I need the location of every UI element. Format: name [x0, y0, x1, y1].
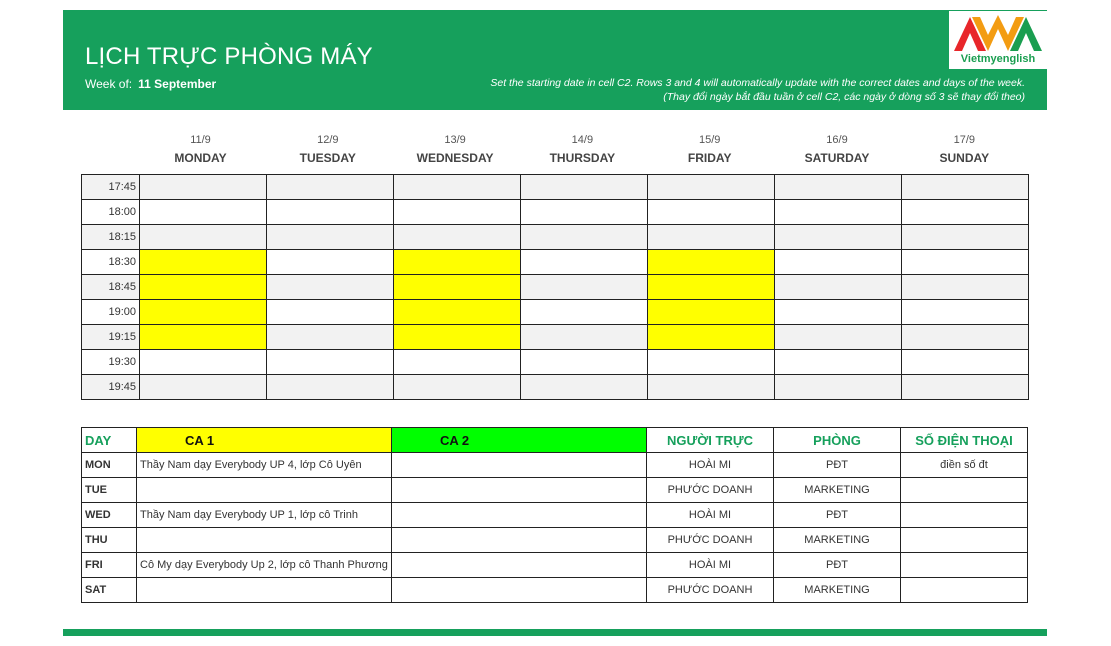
logo-text: Vietmyenglish — [960, 53, 1036, 65]
schedule-cell[interactable] — [267, 325, 394, 350]
schedule-cell[interactable] — [902, 350, 1029, 375]
day-name: MONDAY — [174, 151, 227, 165]
time-slot-label: 19:45 — [82, 375, 140, 400]
duty-day[interactable]: TUE — [82, 478, 137, 503]
schedule-cell[interactable] — [902, 325, 1029, 350]
schedule-cell[interactable] — [775, 200, 902, 225]
schedule-cell[interactable] — [267, 300, 394, 325]
duty-person-cell[interactable]: HOÀI MI — [647, 453, 774, 478]
duty-ca2-cell[interactable] — [392, 553, 647, 578]
duty-table — [81, 427, 1028, 603]
duty-room-cell[interactable]: MARKETING — [774, 528, 901, 553]
duty-phone-cell[interactable] — [901, 503, 1028, 528]
duty-phone-cell[interactable] — [901, 528, 1028, 553]
note-english: Set the starting date in cell C2. Rows 3 and 4 will automatically update with the correct dates and days of the week. — [490, 77, 1025, 89]
schedule-cell[interactable] — [902, 275, 1029, 300]
duty-row — [82, 478, 1028, 503]
schedule-cell[interactable] — [902, 300, 1029, 325]
schedule-cell[interactable] — [267, 225, 394, 250]
duty-header-ca1: CA 1 — [137, 428, 392, 453]
day-name: FRIDAY — [687, 151, 732, 165]
schedule-cell[interactable] — [140, 175, 267, 200]
schedule-cell[interactable] — [140, 300, 267, 325]
day-date: 12/9 — [317, 134, 339, 146]
day-date: 13/9 — [444, 134, 466, 146]
schedule-cell[interactable] — [521, 250, 648, 275]
footer-bar — [63, 629, 1047, 636]
schedule-row — [82, 250, 1029, 275]
schedule-cell[interactable] — [521, 275, 648, 300]
time-slot-label: 19:00 — [82, 300, 140, 325]
schedule-cell[interactable] — [267, 250, 394, 275]
schedule-row — [82, 200, 1029, 225]
schedule-cell[interactable] — [775, 175, 902, 200]
day-name: THURSDAY — [549, 151, 616, 165]
duty-ca1-cell[interactable]: Thầy Nam dạy Everybody UP 1, lớp cô Trinh — [137, 503, 392, 528]
duty-day[interactable]: FRI — [82, 553, 137, 578]
time-slot-label: 19:15 — [82, 325, 140, 350]
time-slot-label: 18:00 — [82, 200, 140, 225]
duty-day[interactable]: WED — [82, 503, 137, 528]
schedule-cell[interactable] — [140, 325, 267, 350]
duty-ca2-cell[interactable] — [392, 528, 647, 553]
schedule-cell[interactable] — [648, 250, 775, 275]
duty-room-cell[interactable]: PĐT — [774, 553, 901, 578]
page-title: LỊCH TRỰC PHÒNG MÁY — [85, 43, 373, 70]
header-banner — [63, 10, 1047, 110]
day-header — [392, 134, 519, 165]
duty-day[interactable]: MON — [82, 453, 137, 478]
time-slot-label: 19:30 — [82, 350, 140, 375]
duty-row — [82, 553, 1028, 578]
schedule-cell[interactable] — [140, 225, 267, 250]
day-name: WEDNESDAY — [416, 151, 494, 165]
schedule-cell[interactable] — [521, 225, 648, 250]
schedule-cell[interactable] — [775, 375, 902, 400]
schedule-cell[interactable] — [648, 350, 775, 375]
schedule-cell[interactable] — [394, 275, 521, 300]
schedule-row — [82, 300, 1029, 325]
duty-row — [82, 578, 1028, 603]
duty-person-cell[interactable]: HOÀI MI — [647, 553, 774, 578]
schedule-cell[interactable] — [267, 175, 394, 200]
duty-ca2-cell[interactable] — [392, 503, 647, 528]
schedule-cell[interactable] — [648, 225, 775, 250]
day-header — [646, 134, 773, 165]
day-header — [901, 134, 1028, 165]
day-header — [519, 134, 646, 165]
day-name: TUESDAY — [299, 151, 356, 165]
schedule-cell[interactable] — [394, 300, 521, 325]
schedule-cell[interactable] — [394, 225, 521, 250]
schedule-cell[interactable] — [394, 200, 521, 225]
duty-day[interactable]: SAT — [82, 578, 137, 603]
duty-ca1-cell[interactable] — [137, 578, 392, 603]
duty-room-cell[interactable]: MARKETING — [774, 578, 901, 603]
day-name: SUNDAY — [939, 151, 990, 165]
duty-phone-cell[interactable] — [901, 553, 1028, 578]
schedule-cell[interactable] — [140, 200, 267, 225]
day-date: 11/9 — [190, 134, 211, 146]
note-vietnamese: (Thay đổi ngày bắt đầu tuần ở cell C2, các ngày ở dòng số 3 sẽ thay đổi theo) — [663, 91, 1025, 103]
duty-room-cell[interactable]: PĐT — [774, 503, 901, 528]
duty-person-cell[interactable]: PHƯỚC DOANH — [647, 528, 774, 553]
schedule-cell[interactable] — [267, 275, 394, 300]
schedule-cell[interactable] — [521, 325, 648, 350]
schedule-cell[interactable] — [267, 350, 394, 375]
day-date: 17/9 — [953, 134, 975, 146]
week-label: Week of: — [85, 77, 133, 91]
duty-ca1-cell[interactable] — [137, 528, 392, 553]
duty-header-phone: SỐ ĐIỆN THOẠI — [901, 428, 1028, 453]
schedule-row — [82, 275, 1029, 300]
duty-ca1-cell[interactable] — [137, 478, 392, 503]
duty-ca2-cell[interactable] — [392, 578, 647, 603]
week-value: 11 September — [138, 77, 217, 91]
schedule-cell[interactable] — [902, 250, 1029, 275]
day-header — [137, 134, 264, 165]
duty-room-cell[interactable]: PĐT — [774, 453, 901, 478]
schedule-cell[interactable] — [648, 200, 775, 225]
duty-ca2-cell[interactable] — [392, 478, 647, 503]
duty-phone-cell[interactable] — [901, 478, 1028, 503]
schedule-row — [82, 350, 1029, 375]
schedule-row — [82, 325, 1029, 350]
duty-phone-cell[interactable] — [901, 578, 1028, 603]
time-slot-label: 18:30 — [82, 250, 140, 275]
duty-person-cell[interactable]: HOÀI MI — [647, 503, 774, 528]
schedule-row — [82, 375, 1029, 400]
duty-room-cell[interactable]: MARKETING — [774, 478, 901, 503]
schedule-cell[interactable] — [267, 375, 394, 400]
schedule-cell[interactable] — [521, 350, 648, 375]
schedule-cell[interactable] — [394, 375, 521, 400]
schedule-cell[interactable] — [394, 250, 521, 275]
vietmyenglish-logo — [949, 11, 1047, 69]
schedule-cell[interactable] — [648, 175, 775, 200]
schedule-cell[interactable] — [140, 250, 267, 275]
time-slot-label: 18:45 — [82, 275, 140, 300]
schedule-cell[interactable] — [521, 375, 648, 400]
schedule-cell[interactable] — [902, 225, 1029, 250]
schedule-cell[interactable] — [140, 275, 267, 300]
schedule-cell[interactable] — [648, 375, 775, 400]
duty-ca1-cell[interactable]: Cô My dạy Everybody Up 2, lớp cô Thanh Phương — [137, 553, 392, 578]
schedule-cell[interactable] — [775, 300, 902, 325]
schedule-cell[interactable] — [775, 325, 902, 350]
duty-header-day: DAY — [82, 428, 137, 453]
duty-header-ca2: CA 2 — [392, 428, 647, 453]
schedule-cell[interactable] — [775, 275, 902, 300]
duty-phone-cell[interactable]: điền số đt — [901, 453, 1028, 478]
day-date: 15/9 — [698, 134, 721, 146]
schedule-cell[interactable] — [775, 225, 902, 250]
duty-day[interactable]: THU — [82, 528, 137, 553]
instruction-note — [490, 76, 1025, 104]
duty-ca1-cell[interactable]: Thầy Nam dạy Everybody UP 4, lớp Cô Uyên — [137, 453, 392, 478]
day-header — [774, 134, 901, 165]
duty-person-cell[interactable]: PHƯỚC DOANH — [647, 578, 774, 603]
day-header — [264, 134, 391, 165]
duty-person-cell[interactable]: PHƯỚC DOANH — [647, 478, 774, 503]
time-slot-label: 18:15 — [82, 225, 140, 250]
day-date: 16/9 — [826, 134, 848, 146]
schedule-grid — [81, 174, 1029, 400]
time-slot-label: 17:45 — [82, 175, 140, 200]
day-date: 14/9 — [571, 134, 594, 146]
schedule-cell[interactable] — [140, 350, 267, 375]
schedule-cell[interactable] — [902, 200, 1029, 225]
schedule-cell[interactable] — [521, 200, 648, 225]
schedule-cell[interactable] — [775, 250, 902, 275]
schedule-row — [82, 175, 1029, 200]
schedule-cell[interactable] — [140, 375, 267, 400]
week-of — [85, 77, 216, 91]
schedule-cell[interactable] — [775, 350, 902, 375]
schedule-cell[interactable] — [902, 375, 1029, 400]
schedule-cell[interactable] — [648, 300, 775, 325]
schedule-cell[interactable] — [394, 175, 521, 200]
schedule-cell[interactable] — [521, 300, 648, 325]
duty-row — [82, 453, 1028, 478]
day-name: SATURDAY — [804, 151, 870, 165]
duty-row — [82, 503, 1028, 528]
duty-ca2-cell[interactable] — [392, 453, 647, 478]
duty-row — [82, 528, 1028, 553]
schedule-cell[interactable] — [648, 275, 775, 300]
duty-header-person: NGƯỜI TRỰC — [647, 428, 774, 453]
duty-header-room: PHÒNG — [774, 428, 901, 453]
schedule-cell[interactable] — [521, 175, 648, 200]
schedule-cell[interactable] — [902, 175, 1029, 200]
schedule-cell[interactable] — [648, 325, 775, 350]
schedule-cell[interactable] — [394, 350, 521, 375]
schedule-cell[interactable] — [394, 325, 521, 350]
schedule-cell[interactable] — [267, 200, 394, 225]
logo-mark-icon — [952, 13, 1044, 53]
schedule-row — [82, 225, 1029, 250]
